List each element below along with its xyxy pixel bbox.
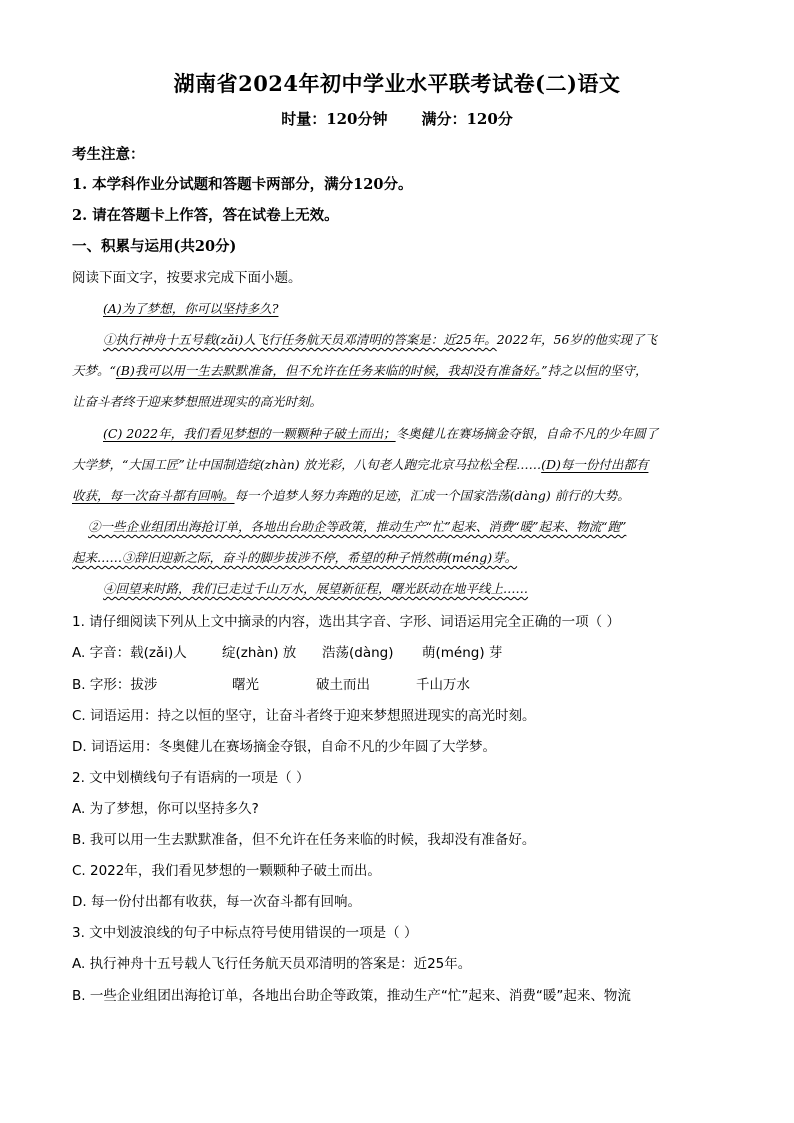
question-1-option-a[interactable]: A. 字音：载(zǎi)人 绽(zhàn) 放 浩荡(dàng) 萌(méng) 芽 xyxy=(72,645,503,661)
passage-line: 起来……③辞旧迎新之际，奋斗的脚步拔涉不停，希望的种子悄然萌(méng)芽。 xyxy=(72,550,518,565)
question-2-stem: 2. 文中划横线句子有语病的一项是（ ） xyxy=(72,770,310,786)
question-1-stem: 1. 请仔细阅读下列从上文中摘录的内容，选出其字音、字形、词语运用完全正确的一项（ ） xyxy=(72,614,620,630)
question-1-option-c[interactable]: C. 词语运用：持之以恒的坚守，让奋斗者终于迎来梦想照进现实的高光时刻。 xyxy=(72,708,536,724)
passage-line: (C) 2022年，我们看见梦想的一颗颗种子破土而出；冬奥健儿在赛场摘金夺银，自命不凡的少年圆了 xyxy=(103,426,659,441)
question-2-option-c[interactable]: C. 2022年，我们看见梦想的一颗颗种子破土而出。 xyxy=(72,863,381,879)
wavy-sentence-3: 辞旧迎新之际，奋斗的脚步拔涉不停，希望的种子悄然萌(méng)芽。 xyxy=(134,550,518,565)
notice-heading: 考生注意： xyxy=(72,146,145,163)
question-3-option-b[interactable]: B. 一些企业组团出海抢订单，各地出台助企等政策，推动生产“忙”起来、消费“暖”起来、物流 xyxy=(72,988,631,1004)
section-instruction: 阅读下面文字，按要求完成下面小题。 xyxy=(72,270,302,286)
section-heading: 一、积累与运用(共20分) xyxy=(72,238,237,255)
question-2-option-a[interactable]: A. 为了梦想，你可以坚持多久? xyxy=(72,801,259,817)
time-limit: 时量：120分钟 xyxy=(281,110,388,128)
question-2-option-d[interactable]: D. 每一份付出都有收获，每一次奋斗都有回响。 xyxy=(72,894,361,910)
exam-title: 湖南省2024年初中学业水平联考试卷(二)语文 xyxy=(173,71,621,96)
passage-line xyxy=(88,517,626,535)
question-3-stem: 3. 文中划波浪线的句子中标点符号使用错误的一项是（ ） xyxy=(72,925,418,941)
underlined-sentence-b: (B)我可以用一生去默默准备，但不允许在任务来临的时候，我却没有准备好。 xyxy=(115,363,542,378)
passage-line: 让奋斗者终于迎来梦想照进现实的高光时刻。 xyxy=(72,394,323,409)
full-score: 满分：120分 xyxy=(421,110,513,128)
question-2-option-b[interactable]: B. 我可以用一生去默默准备，但不允许在任务来临的时候，我却没有准备好。 xyxy=(72,832,536,848)
wavy-sentence-1: ①执行神舟十五号载(zǎi)人飞行任务航天员邓清明的答案是：近25年。 xyxy=(103,332,497,347)
question-3-option-a[interactable]: A. 执行神舟十五号载人飞行任务航天员邓清明的答案是：近25年。 xyxy=(72,956,472,972)
underlined-sentence-d-cont: 收获，每一次奋斗都有回响。 xyxy=(72,488,235,503)
notice-item-2: 2. 请在答题卡上作答，答在试卷上无效。 xyxy=(72,207,339,224)
underlined-sentence-c: (C) 2022年，我们看见梦想的一颗颗种子破土而出； xyxy=(103,426,396,441)
passage-line xyxy=(103,299,278,317)
passage-line: ①执行神舟十五号载(zǎi)人飞行任务航天员邓清明的答案是：近25年。2022年，56岁的他实现了飞 xyxy=(103,332,657,347)
wavy-sentence-4: ④回望来时路，我们已走过千山万水，展望新征程，曙光跃动在地平线上…… xyxy=(103,581,529,596)
question-1-option-b[interactable]: B. 字形：拔涉 曙光 破土而出 千山万水 xyxy=(72,677,470,693)
passage-line: 收获，每一次奋斗都有回响。每一个追梦人努力奔跑的足迹，汇成一个国家浩荡(dàng) 前行的大势。 xyxy=(72,488,630,503)
passage-line xyxy=(103,579,528,597)
underlined-sentence-a: (A)为了梦想，你可以坚持多久? xyxy=(103,301,279,316)
question-1-option-d[interactable]: D. 词语运用：冬奥健儿在赛场摘金夺银，自命不凡的少年圆了大学梦。 xyxy=(72,739,496,755)
notice-item-1: 1. 本学科作业分试题和答题卡两部分，满分120分。 xyxy=(72,176,413,193)
exam-meta xyxy=(0,108,794,129)
passage-line: 大学梦，“大国工匠”让中国制造绽(zhàn) 放光彩，八旬老人跑完北京马拉松全程……(D)每一份付出都有 xyxy=(72,457,649,472)
wavy-sentence-2: ②一些企业组团出海抢订单，各地出台助企等政策，推动生产“忙”起来、消费“暖”起来、物流“跑” xyxy=(88,519,627,534)
underlined-sentence-d: (D)每一份付出都有 xyxy=(541,457,649,472)
passage-line: 天梦。“(B)我可以用一生去默默准备，但不允许在任务来临的时候，我却没有准备好。”持之以恒的坚守， xyxy=(72,363,648,378)
